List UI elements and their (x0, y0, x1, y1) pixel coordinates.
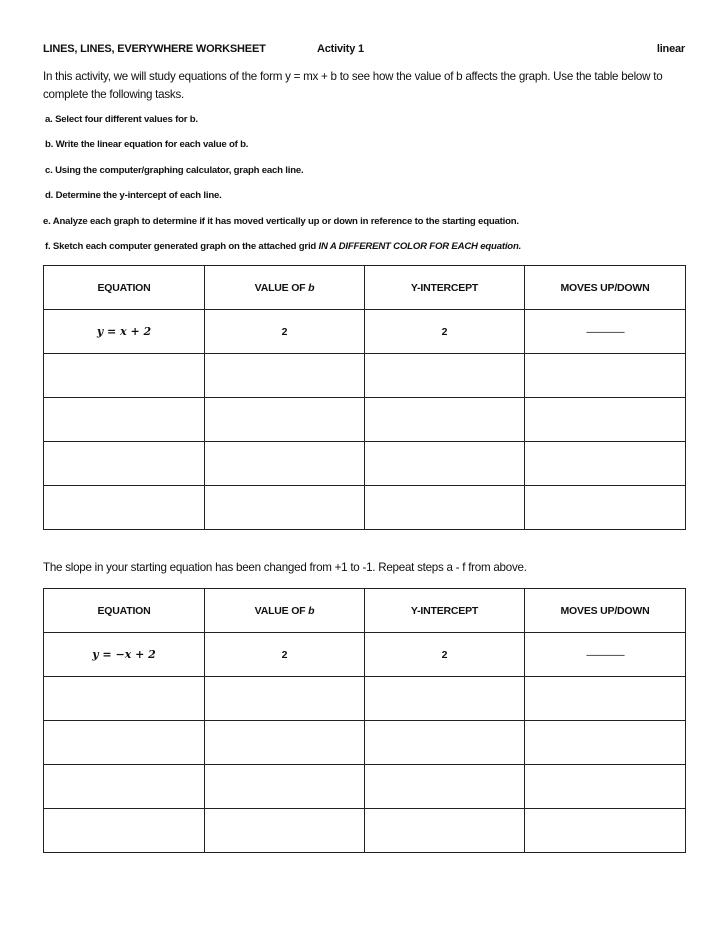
cell-moves[interactable] (525, 809, 686, 853)
cell-moves: ------------------- (525, 310, 686, 354)
header-equation: EQUATION (44, 266, 205, 310)
slope-change-note: The slope in your starting equation has been changed from +1 to -1. Repeat steps a - f from above. (43, 561, 527, 574)
table-row (44, 721, 686, 765)
cell-equation[interactable] (44, 765, 205, 809)
header-b-variable: b (308, 604, 315, 617)
cell-y-intercept[interactable] (365, 354, 525, 398)
cell-moves[interactable] (525, 442, 686, 486)
header-b-variable: b (308, 281, 315, 294)
cell-moves[interactable] (525, 721, 686, 765)
cell-equation[interactable] (44, 809, 205, 853)
table-row (44, 677, 686, 721)
cell-moves[interactable] (525, 765, 686, 809)
cell-y-intercept[interactable] (365, 765, 525, 809)
cell-b: 2 (205, 633, 365, 677)
cell-b[interactable] (205, 677, 365, 721)
cell-b[interactable] (205, 765, 365, 809)
cell-b[interactable] (205, 354, 365, 398)
table-row (44, 809, 686, 853)
cell-moves[interactable] (525, 677, 686, 721)
header-y-intercept: Y-INTERCEPT (365, 589, 525, 633)
activity-label: Activity 1 (317, 43, 364, 55)
task-a: a. Select four different values for b. (45, 114, 198, 125)
cell-equation: y = x + 2 (44, 310, 205, 354)
cell-moves[interactable] (525, 398, 686, 442)
cell-y-intercept: 2 (365, 633, 525, 677)
table-row (44, 442, 686, 486)
intro-paragraph: In this activity, we will study equations of the form y = mx + b to see how the value of b affects the graph. Use the table below to complete the following tasks. (43, 70, 663, 101)
task-c: c. Using the computer/graphing calculator, graph each line. (45, 165, 304, 176)
table-row (44, 486, 686, 530)
cell-b[interactable] (205, 398, 365, 442)
worksheet-title: LINES, LINES, EVERYWHERE WORKSHEET (43, 43, 266, 55)
task-d: d. Determine the y-intercept of each line. (45, 190, 222, 201)
table-slope-positive (43, 265, 686, 530)
cell-equation[interactable] (44, 354, 205, 398)
cell-y-intercept[interactable] (365, 486, 525, 530)
header-y-intercept: Y-INTERCEPT (365, 266, 525, 310)
cell-moves: ------------------- (525, 633, 686, 677)
table-row (44, 354, 686, 398)
cell-y-intercept[interactable] (365, 809, 525, 853)
table-row (44, 310, 686, 354)
table-row (44, 398, 686, 442)
task-f (45, 241, 521, 252)
table-row (44, 633, 686, 677)
header-value-of-b (205, 589, 365, 633)
cell-equation[interactable] (44, 442, 205, 486)
cell-equation[interactable] (44, 721, 205, 765)
table-row (44, 765, 686, 809)
task-b: b. Write the linear equation for each value of b. (45, 139, 249, 150)
cell-y-intercept[interactable] (365, 721, 525, 765)
table-header-row (44, 266, 686, 310)
cell-b: 2 (205, 310, 365, 354)
header-moves: MOVES UP/DOWN (525, 266, 686, 310)
header-value-of-b-text: VALUE OF (254, 604, 309, 617)
cell-equation[interactable] (44, 486, 205, 530)
cell-y-intercept: 2 (365, 310, 525, 354)
task-f-emphasis: IN A DIFFERENT COLOR FOR EACH equation. (318, 241, 522, 252)
table-header-row (44, 589, 686, 633)
cell-moves[interactable] (525, 354, 686, 398)
cell-y-intercept[interactable] (365, 442, 525, 486)
cell-b[interactable] (205, 486, 365, 530)
header-equation: EQUATION (44, 589, 205, 633)
cell-y-intercept[interactable] (365, 398, 525, 442)
cell-equation[interactable] (44, 677, 205, 721)
task-e: e. Analyze each graph to determine if it has moved vertically up or down in reference to the starting equation. (43, 216, 519, 227)
cell-b[interactable] (205, 721, 365, 765)
cell-b[interactable] (205, 442, 365, 486)
cell-moves[interactable] (525, 486, 686, 530)
header-moves: MOVES UP/DOWN (525, 589, 686, 633)
topic-label: linear (656, 43, 685, 55)
task-f-text: f. Sketch each computer generated graph on the attached grid (45, 241, 319, 252)
table-slope-negative (43, 588, 686, 853)
cell-equation[interactable] (44, 398, 205, 442)
cell-equation: y = −x + 2 (44, 633, 205, 677)
cell-b[interactable] (205, 809, 365, 853)
cell-y-intercept[interactable] (365, 677, 525, 721)
header-value-of-b (205, 266, 365, 310)
header-value-of-b-text: VALUE OF (254, 281, 309, 294)
